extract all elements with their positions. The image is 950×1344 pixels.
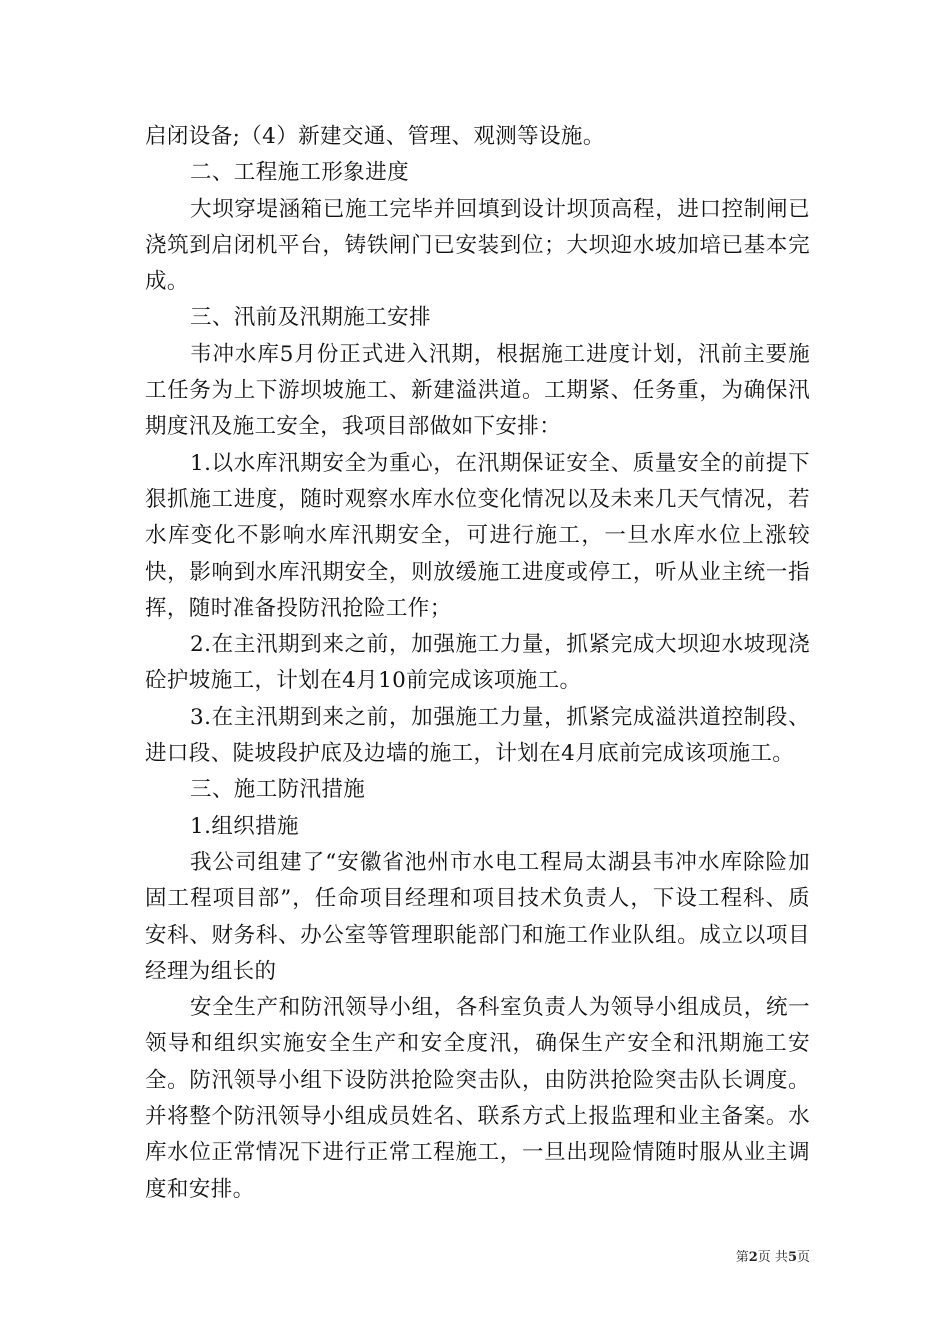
list-item: 2.在主汛期到来之前，加强施工力量，抓紧完成大坝迎水坡现浇砼护坡施工，计划在4月10前完成该项施工。 [145, 632, 810, 694]
paragraph: 安全生产和防汛领导小组，各科室负责人为领导小组成员，统一领导和组织实施安全生产和安全度汛，确保生产安全和汛期施工安全。防汛领导小组下设防洪抢险突击队，由防洪抢险突击队长调度。并将整个防汛领导小组成员姓名、联系方式上报监理和业主备案。水库水位正常情况下进行正常工程施工，一旦出现险情随时服从业主调度和安排。 [145, 995, 810, 1202]
footer-suffix: 页 [796, 1250, 810, 1265]
paragraph: 我公司组建了“安徽省池州市水电工程局太湖县韦冲水库除险加固工程项目部”，任命项目经理和项目技术负责人，下设工程科、质安科、财务科、办公室等管理职能部门和施工作业队组。成立以项目经理为组长的 [145, 849, 810, 984]
section-heading: 三、汛前及汛期施工安排 [190, 305, 431, 331]
paragraph: 韦冲水库5月份正式进入汛期，根据施工进度计划，汛前主要施工任务为上下游坝坡施工、新建溢洪道。工期紧、任务重，为确保汛期度汛及施工安全，我项目部做如下安排： [145, 341, 810, 440]
document-body [145, 119, 810, 1208]
paragraph: 启闭设备;（4）新建交通、管理、观测等设施。 [145, 124, 605, 149]
current-page-number: 2 [748, 1250, 758, 1265]
list-item: 1.以水库汛期安全为重心，在汛期保证安全、质量安全的前提下狠抓施工进度，随时观察水库水位变化情况以及未来几天气情况，若水库变化不影响水库汛期安全，可进行施工，一旦水库水位上涨较快，影响到水库汛期安全，则放缓施工进度或停工，听从业主统一指挥，随时准备投防汛抢险工作； [145, 450, 810, 621]
section-heading: 二、工程施工形象进度 [190, 160, 410, 186]
total-page-number: 5 [787, 1250, 797, 1265]
subsection-heading: 1.组织措施 [190, 813, 299, 839]
footer-middle: 页 共 [757, 1250, 788, 1265]
section-heading: 三、施工防汛措施 [190, 777, 366, 803]
list-item: 3.在主汛期到来之前，加强施工力量，抓紧完成溢洪道控制段、进口段、陡坡段护底及边墙的施工，计划在4月底前完成该项施工。 [145, 704, 810, 767]
paragraph: 大坝穿堤涵箱已施工完毕并回填到设计坝顶高程，进口控制闸已浇筑到启闭机平台，铸铁闸门已安装到位；大坝迎水坡加培已基本完成。 [145, 196, 810, 295]
footer-prefix: 第 [735, 1250, 749, 1265]
page-footer [700, 1249, 810, 1267]
